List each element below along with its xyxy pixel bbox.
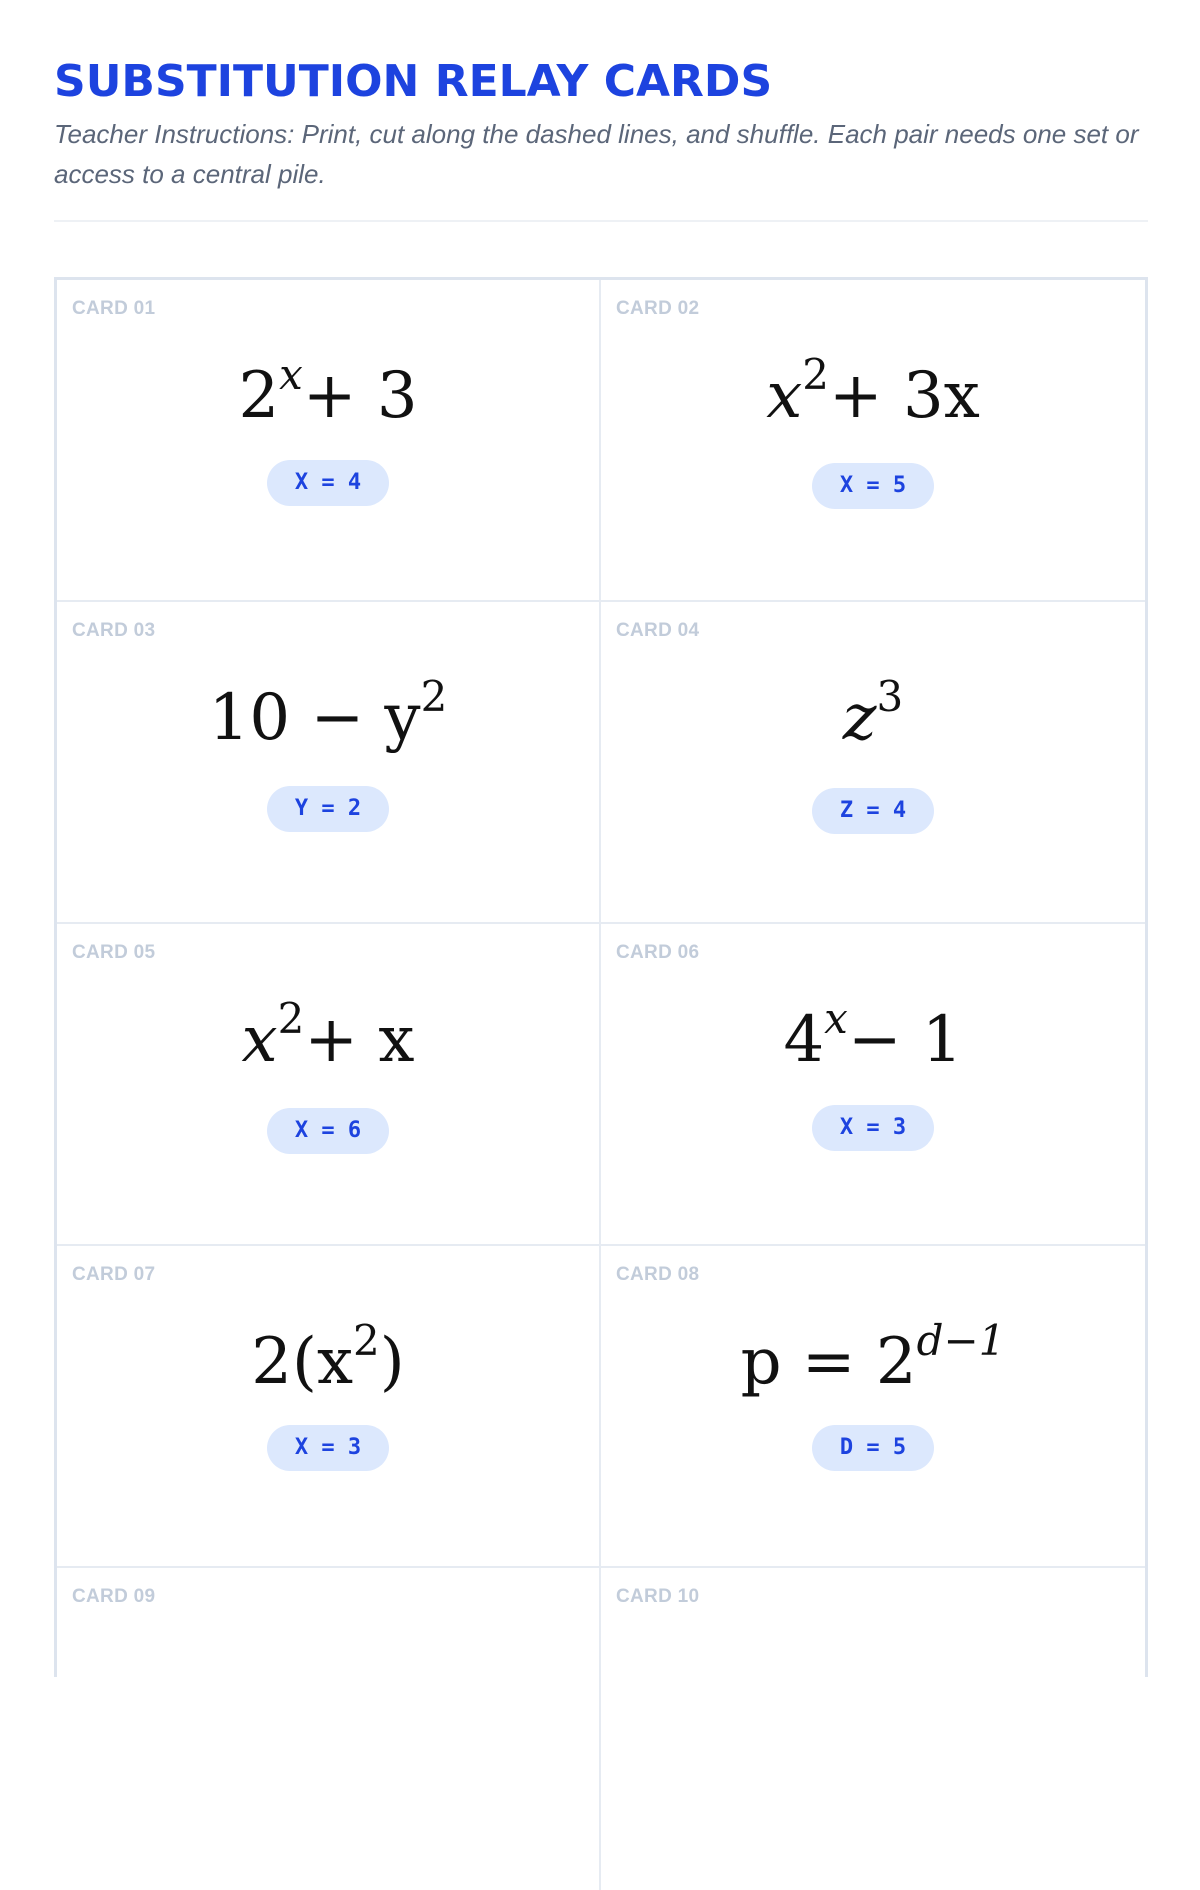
card-expression: $4^x- 1$ [783, 993, 963, 1077]
teacher-instructions: Teacher Instructions: Print, cut along the dashed lines, and shuffle. Each pair needs one set or access to a central pile. [54, 119, 1139, 189]
card-07 [57, 1246, 601, 1568]
header-divider [54, 220, 1148, 222]
card-label: CARD 06 [616, 942, 700, 963]
card-10 [601, 1568, 1145, 1890]
substitution-value-badge: D = 5 [812, 1425, 934, 1471]
substitution-value-badge: X = 4 [267, 460, 389, 506]
card-label: CARD 01 [72, 298, 156, 319]
card-09 [57, 1568, 601, 1890]
card-label: CARD 07 [72, 1264, 156, 1285]
substitution-value-badge: Y = 2 [267, 786, 389, 832]
substitution-value-badge: Z = 4 [812, 788, 934, 834]
card-expression: $10 - y^2$ [208, 671, 448, 755]
card-expression: $x^2+ 3x$ [766, 349, 980, 433]
card-01 [57, 280, 601, 602]
card-label: CARD 04 [616, 620, 700, 641]
substitution-value-badge: X = 3 [812, 1105, 934, 1151]
card-label: CARD 08 [616, 1264, 700, 1285]
card-label: CARD 05 [72, 942, 156, 963]
substitution-value-badge: X = 3 [267, 1425, 389, 1471]
card-grid [54, 277, 1148, 1677]
card-expression: $z^3$ [842, 671, 904, 755]
card-06 [601, 924, 1145, 1246]
card-expression: $p = 2^{d-1}$ [740, 1315, 1006, 1399]
card-label: CARD 03 [72, 620, 156, 641]
page-title: SUBSTITUTION RELAY CARDS [54, 56, 773, 107]
card-03 [57, 602, 601, 924]
card-expression: $x^2+ x$ [241, 993, 415, 1077]
substitution-value-badge: X = 5 [812, 463, 934, 509]
card-label: CARD 10 [616, 1586, 700, 1607]
card-expression: $2(x^2)$ [251, 1315, 405, 1399]
card-label: CARD 02 [616, 298, 700, 319]
card-label: CARD 09 [72, 1586, 156, 1607]
card-04 [601, 602, 1145, 924]
card-02 [601, 280, 1145, 602]
substitution-value-badge: X = 6 [267, 1108, 389, 1154]
card-08 [601, 1246, 1145, 1568]
card-expression: $2^x+ 3$ [238, 349, 418, 433]
card-05 [57, 924, 601, 1246]
